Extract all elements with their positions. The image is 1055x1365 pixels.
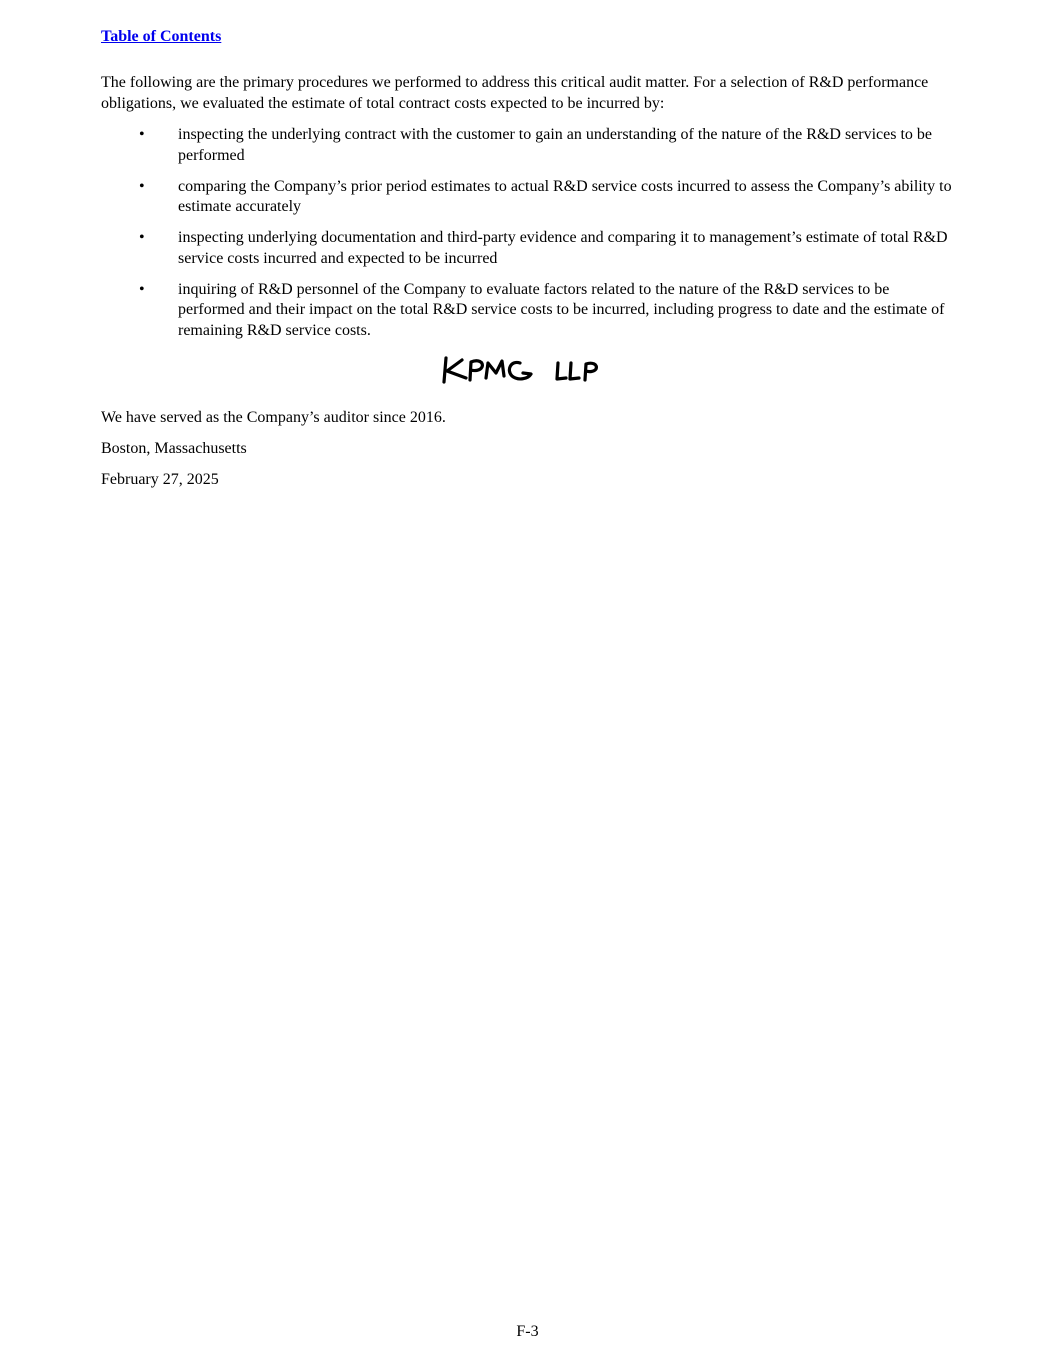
auditor-tenure: We have served as the Company’s auditor since 2016. [101,409,446,426]
intro-paragraph: The following are the primary procedures we performed to address this critical audit matter. For a selection of R&D performance obligations, we evaluated the estimate of total contract costs expected to be incurred by: [101,74,929,112]
list-item-text: inquiring of R&D personnel of the Company to evaluate factors related to the nature of the R&D services to be performed and their impact on the total R&D service costs to be incurred, including progress to date and the estimate of remaining R&D service costs. [178,280,945,339]
bullet-icon: • [139,229,145,246]
procedures-list [101,125,956,341]
report-location: Boston, Massachusetts [101,440,247,457]
list-item [101,280,956,342]
list-item-text: comparing the Company’s prior period estimates to actual R&D service costs incurred to assess the Company’s ability to estimate accurately [178,177,952,215]
list-item [101,125,956,166]
list-item-text: inspecting underlying documentation and third-party evidence and comparing it to management’s estimate of total R&D service costs incurred and expected to be incurred [178,229,948,267]
list-item [101,177,956,218]
list-item [101,228,956,269]
list-item-text: inspecting the underlying contract with the customer to gain an understanding of the nature of the R&D services to be performed [178,126,933,164]
bullet-icon: • [139,177,145,195]
bullet-icon: • [139,126,145,143]
report-date: February 27, 2025 [101,471,219,488]
bullet-icon: • [139,280,145,298]
page-number: F-3 [516,1323,539,1340]
report-closing [101,408,956,491]
signature-graphic [440,352,616,392]
document-page [101,27,956,491]
table-of-contents-link[interactable]: Table of Contents [101,28,222,45]
kpmg-signature [101,352,956,402]
